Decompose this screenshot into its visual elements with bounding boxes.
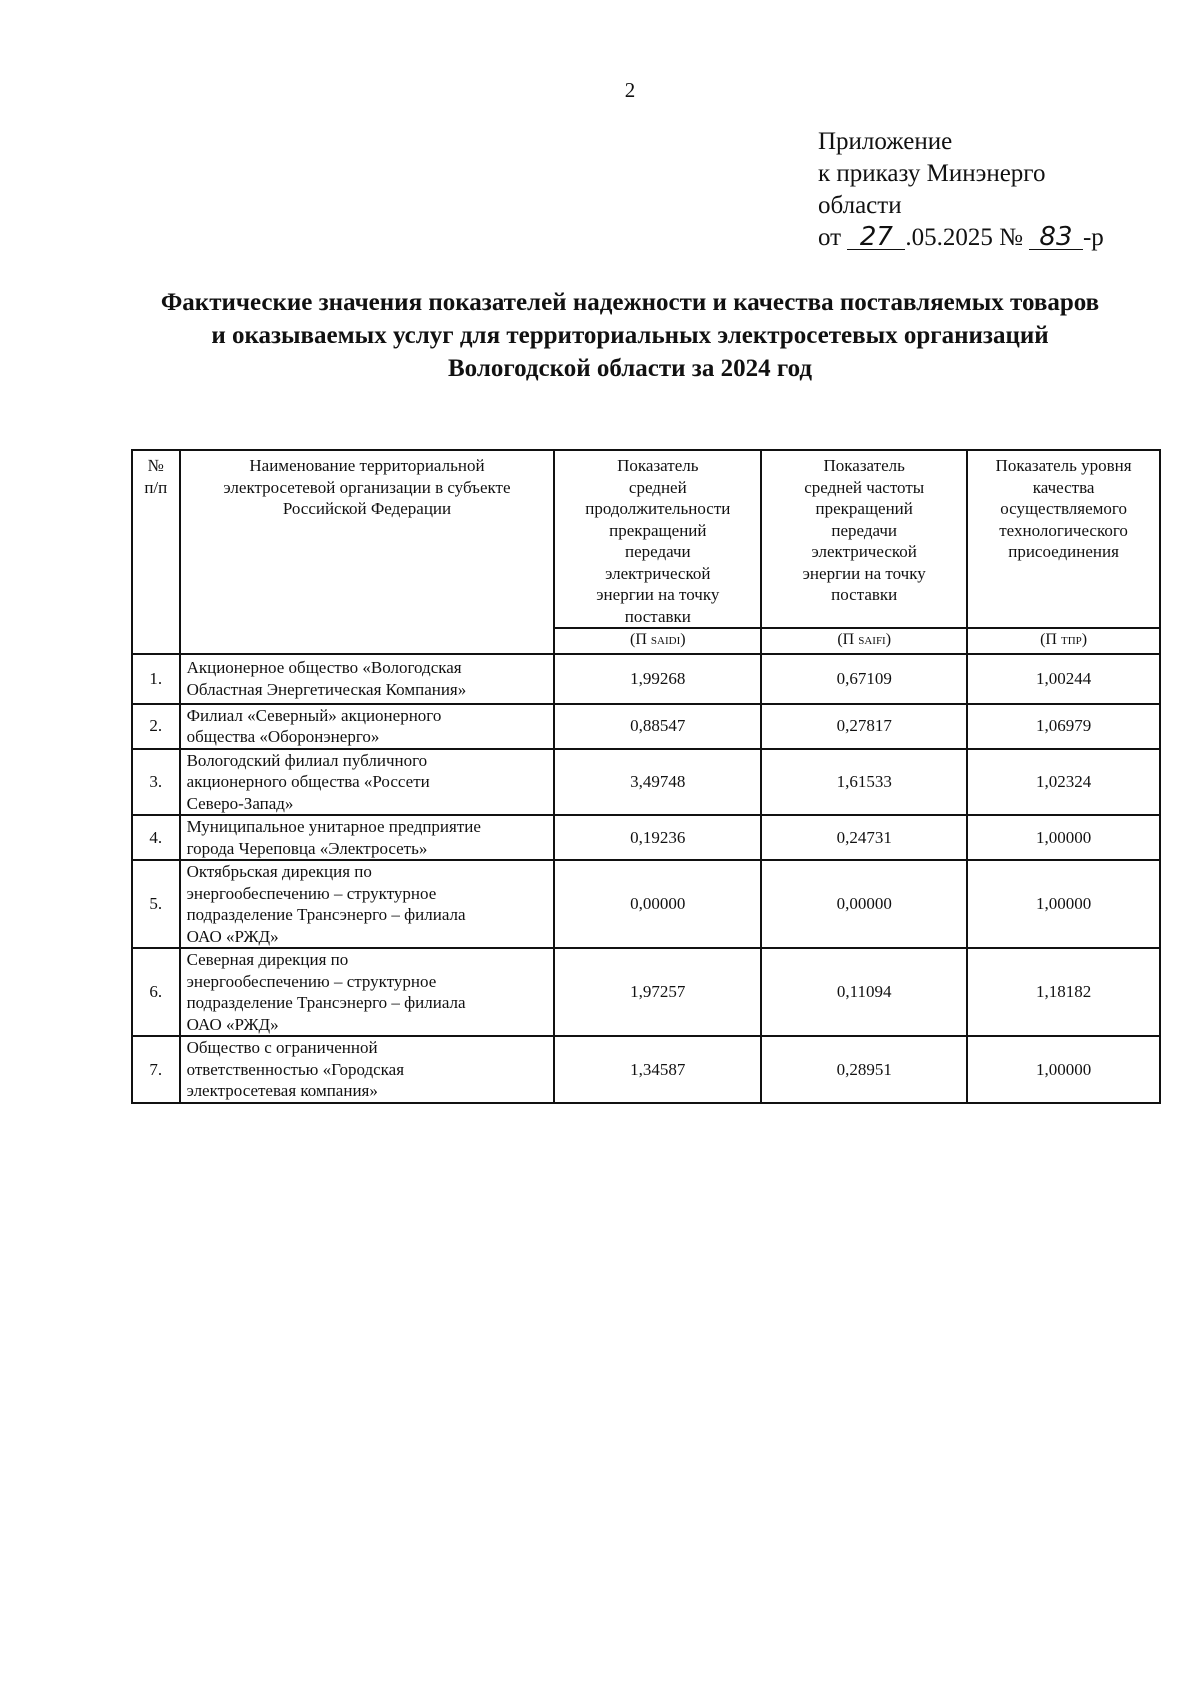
symbol-saifi: (П SAIFI) (761, 628, 967, 654)
organization-name: Муниципальное унитарное предприятие города Череповца «Электросеть» (180, 815, 555, 860)
indicators-table (131, 449, 1161, 1104)
table-row (132, 1036, 1160, 1103)
organization-name: Филиал «Северный» акционерного общества «Оборонэнерго» (180, 704, 555, 749)
table-row (132, 704, 1160, 749)
date-prefix: от (818, 224, 842, 251)
organization-name: Акционерное общество «Вологодская Областная Энергетическая Компания» (180, 654, 555, 704)
header-saifi: Показатель средней частоты прекращений передачи электрической энергии на точку поставки (761, 450, 967, 628)
header-num: № п/п (132, 450, 180, 654)
saidi-value: 3,49748 (554, 749, 761, 816)
saifi-value: 0,28951 (761, 1036, 967, 1103)
organization-name: Вологодский филиал публичного акционерного общества «Россети Северо-Запад» (180, 749, 555, 816)
saidi-value: 1,97257 (554, 948, 761, 1036)
saifi-value: 0,11094 (761, 948, 967, 1036)
organization-name: Октябрьская дирекция по энергообеспечению – структурное подразделение Трансэнерго – филиала ОАО «РЖД» (180, 860, 555, 948)
document-title (100, 286, 1160, 385)
order-suffix: -р (1082, 224, 1104, 251)
annex-date-line (818, 222, 1104, 254)
title-line-2: и оказываемых услуг для территориальных электросетевых организаций (211, 322, 1049, 349)
annex-line-2: к приказу Минэнерго (818, 160, 1046, 187)
symbol-saidi: (П SAIDI) (554, 628, 761, 654)
page-number: 2 (624, 78, 636, 102)
row-number: 5. (132, 860, 180, 948)
header-organization: Наименование территориальной электросетевой организации в субъекте Российской Федерации (180, 450, 555, 654)
saidi-value: 1,34587 (554, 1036, 761, 1103)
annex-line-1: Приложение (818, 128, 953, 155)
handwritten-order-number: 83 (1029, 225, 1083, 250)
saifi-value: 0,67109 (761, 654, 967, 704)
date-rest: .05.2025 № (905, 224, 1023, 251)
saifi-value: 0,00000 (761, 860, 967, 948)
saidi-value: 1,99268 (554, 654, 761, 704)
organization-name: Северная дирекция по энергообеспечению – структурное подразделение Трансэнерго – филиала ОАО «РЖД» (180, 948, 555, 1036)
saidi-value: 0,00000 (554, 860, 761, 948)
table-row (132, 654, 1160, 704)
tpr-value: 1,02324 (967, 749, 1160, 816)
handwritten-day: 27 (847, 225, 905, 250)
title-line-3: Вологодской области за 2024 год (448, 355, 812, 382)
tpr-value: 1,06979 (967, 704, 1160, 749)
saifi-value: 0,24731 (761, 815, 967, 860)
annex-block (818, 126, 1104, 254)
header-tpr: Показатель уровня качества осуществляемого технологического присоединения (967, 450, 1160, 628)
table-row (132, 749, 1160, 816)
title-line-1: Фактические значения показателей надежности и качества поставляемых товаров (160, 289, 1100, 316)
table-body (132, 654, 1160, 1103)
row-number: 2. (132, 704, 180, 749)
tpr-value: 1,00244 (967, 654, 1160, 704)
symbol-tpr: (П ТПР) (967, 628, 1160, 654)
saifi-value: 1,61533 (761, 749, 967, 816)
row-number: 6. (132, 948, 180, 1036)
header-saidi: Показатель средней продолжительности прекращений передачи электрической энергии на точку поставки (554, 450, 761, 628)
tpr-value: 1,00000 (967, 815, 1160, 860)
annex-line-3: области (818, 192, 902, 219)
tpr-value: 1,00000 (967, 1036, 1160, 1103)
saidi-value: 0,19236 (554, 815, 761, 860)
organization-name: Общество с ограниченной ответственностью «Городская электросетевая компания» (180, 1036, 555, 1103)
saifi-value: 0,27817 (761, 704, 967, 749)
tpr-value: 1,18182 (967, 948, 1160, 1036)
row-number: 4. (132, 815, 180, 860)
saidi-value: 0,88547 (554, 704, 761, 749)
table-row (132, 860, 1160, 948)
row-number: 7. (132, 1036, 180, 1103)
table-row (132, 948, 1160, 1036)
row-number: 3. (132, 749, 180, 816)
row-number: 1. (132, 654, 180, 704)
table-row (132, 815, 1160, 860)
tpr-value: 1,00000 (967, 860, 1160, 948)
table-header-row (132, 450, 1160, 628)
